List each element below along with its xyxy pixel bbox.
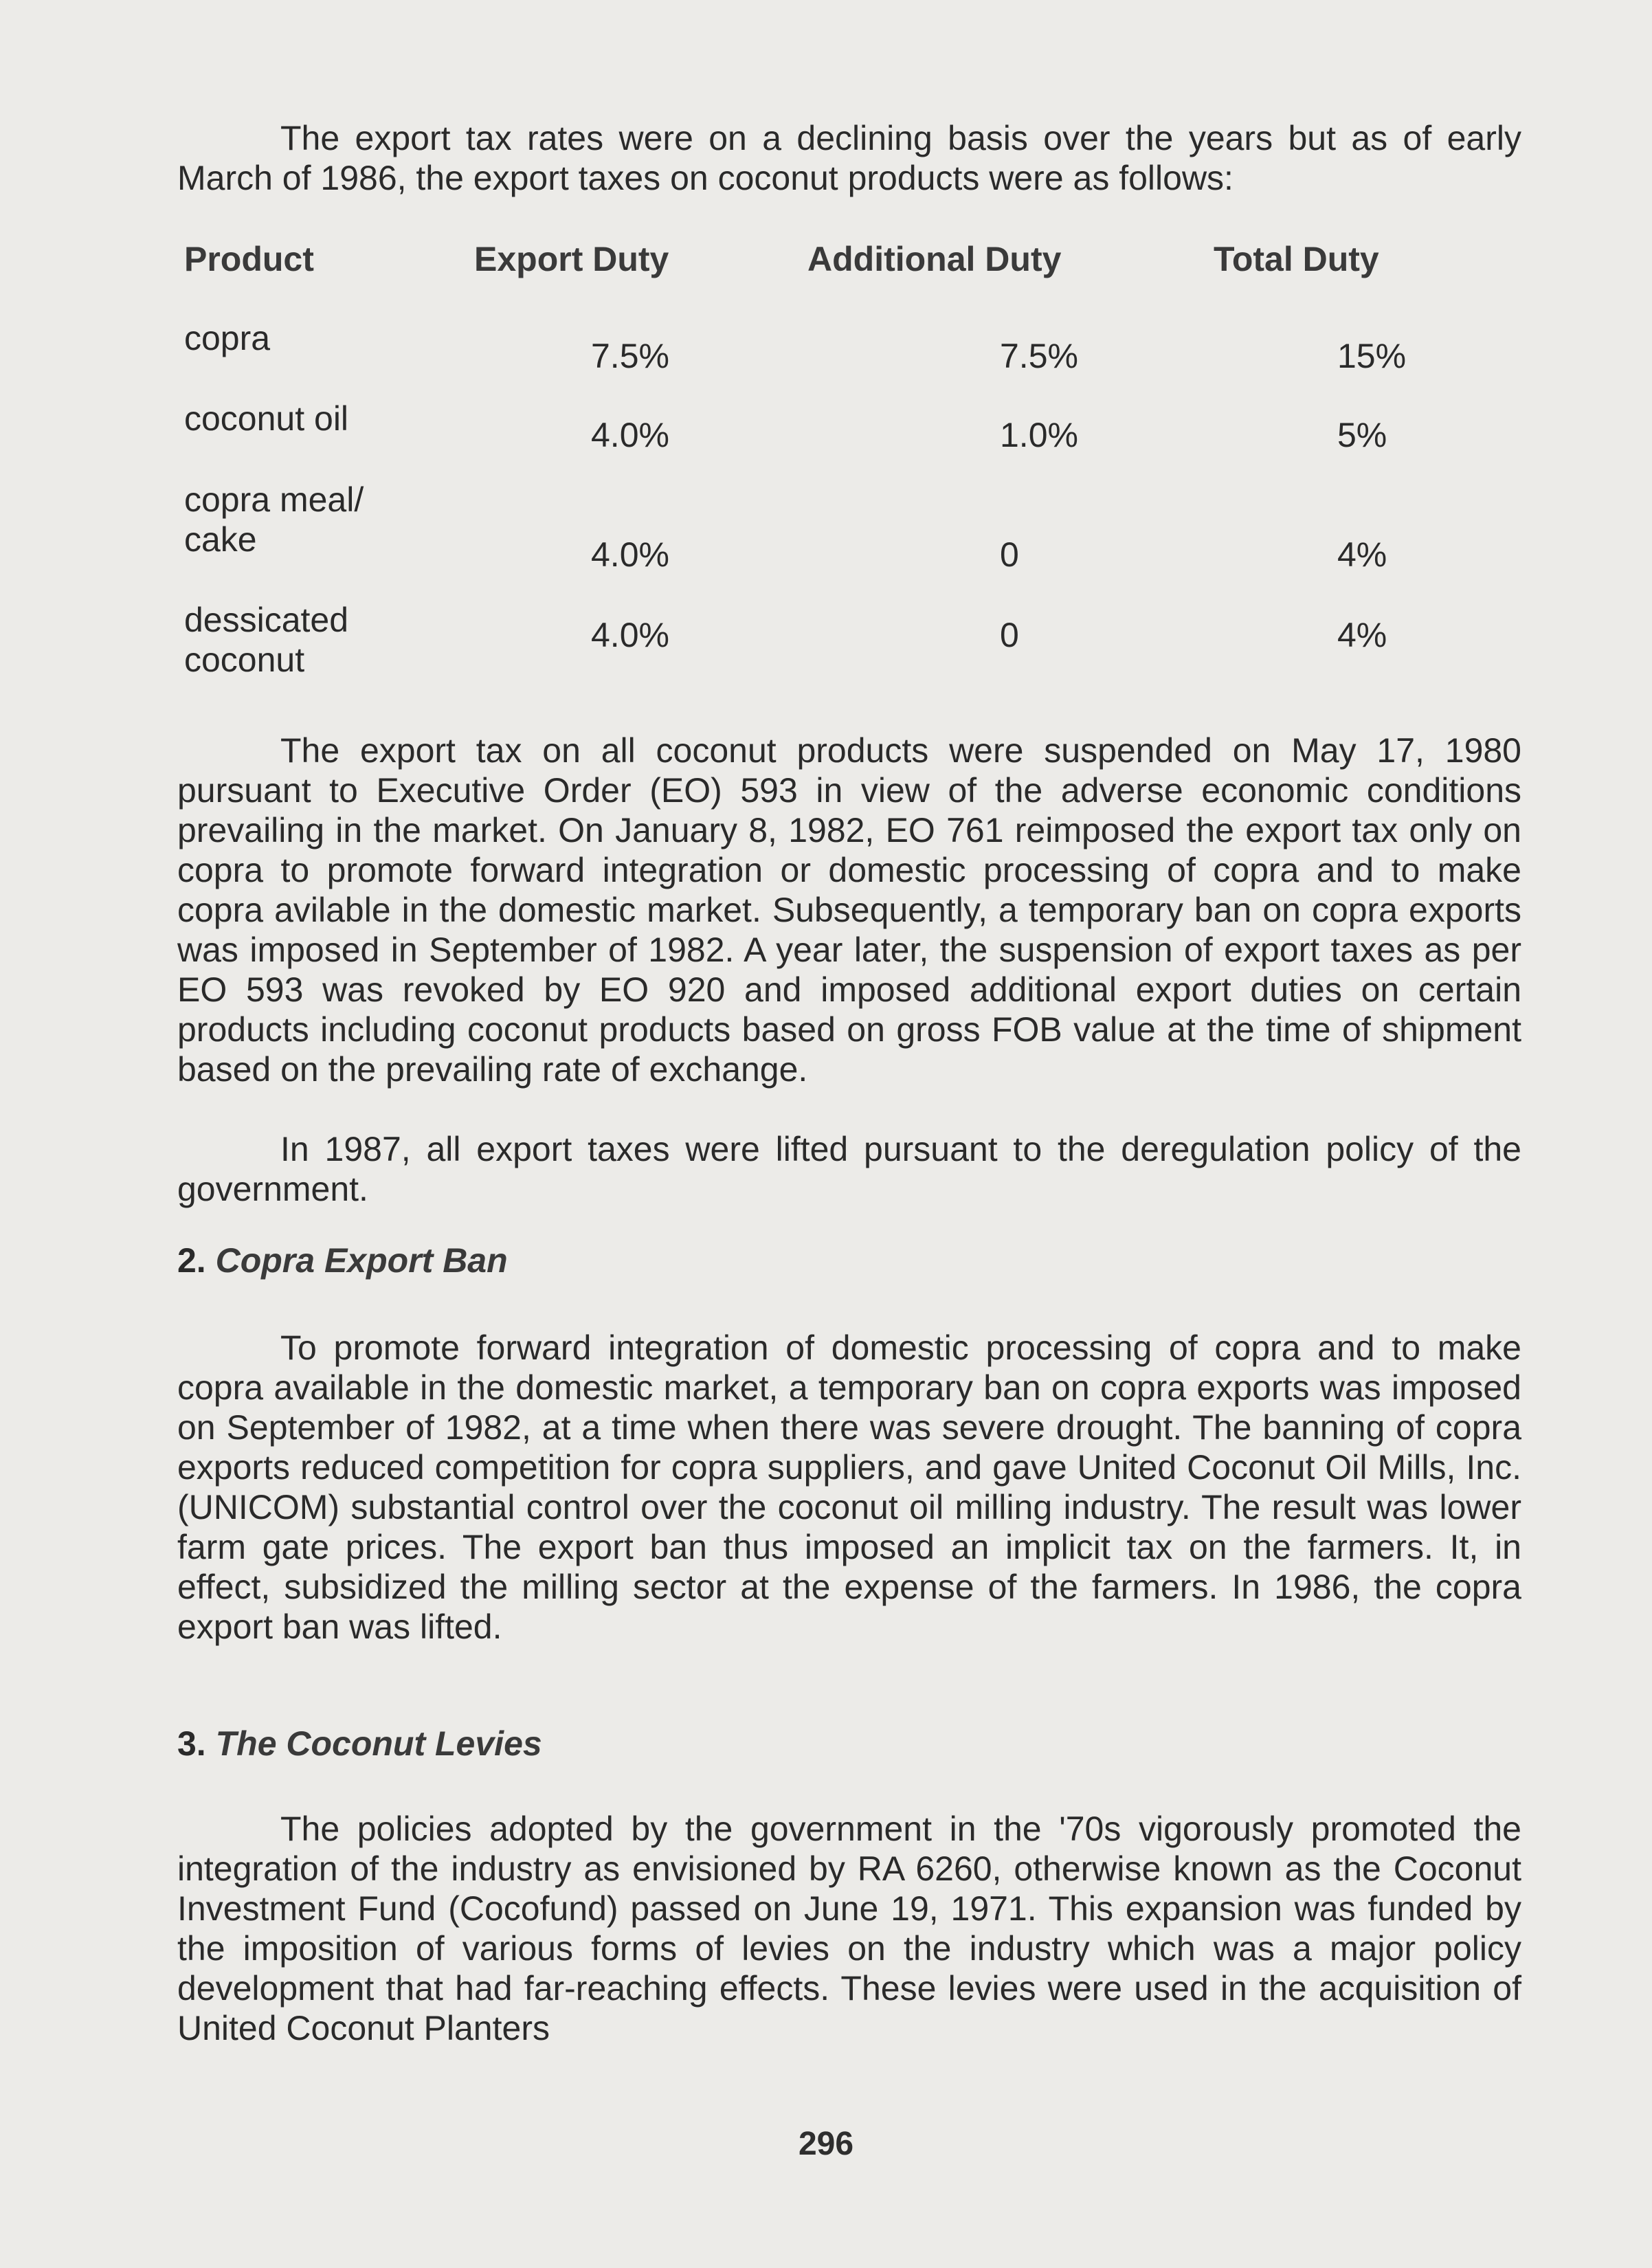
additional-duty-cell: 0 [1000,535,1019,574]
section-2-number: 2. [177,1241,206,1280]
section-2-paragraph: To promote forward integration of domestic processing of copra and to make copra available in the domestic market, a temporary ban on copra exports was imposed on September of 1982, at a time when there was severe drought. The banning of copra exports reduced competition for copra suppliers, and gave United Coconut Oil Mills, Inc. (UNICOM) substantial control over the coconut oil milling industry. The result was lower farm gate prices. The export ban thus imposed an implicit tax on the farmers. It, in effect, subsidized the milling sector at the expense of the farmers. In 1986, the copra export ban was lifted. [177,1328,1521,1646]
additional-duty-cell: 0 [1000,616,1019,654]
export-duty-cell: 4.0% [591,535,669,574]
product-cell: copra meal/ cake [184,480,364,559]
product-cell: dessicated coconut [184,601,349,679]
header-total-duty: Total Duty [1214,240,1379,278]
lifted-paragraph: In 1987, all export taxes were lifted pursuant to the deregulation policy of the government. [177,1130,1521,1208]
additional-duty-cell: 7.5% [1000,337,1078,375]
header-additional-duty: Additional Duty [807,240,1062,278]
header-export-duty: Export Duty [474,240,669,278]
total-duty-cell: 4% [1337,616,1387,654]
suspension-paragraph: The export tax on all coconut products were suspended on May 17, 1980 pursuant to Executive Order (EO) 593 in view of the adverse economic conditions prevailing in the market. On January 8, 1982, EO 761 reimposed the export tax only on copra to promote forward integration or domestic processing of copra and to make copra avilable in the domestic market. Subsequently, a temporary ban on copra exports was imposed in September of 1982. A year later, the suspension of export taxes as per EO 593 was revoked by EO 920 and imposed additional export duties on certain products including coconut products based on gross FOB value at the time of shipment based on the prevailing rate of exchange. [177,731,1521,1089]
section-3-number: 3. [177,1724,206,1763]
page-number: 296 [798,2126,854,2162]
product-cell: coconut oil [184,399,349,438]
export-duty-cell: 7.5% [591,337,669,375]
intro-paragraph: The export tax rates were on a declining basis over the years but as of early March of 1986, the export taxes on coconut products were as follows: [177,119,1521,197]
export-duty-cell: 4.0% [591,616,669,654]
tax-table-header [0,239,1652,287]
export-duty-cell: 4.0% [591,416,669,454]
total-duty-cell: 4% [1337,535,1387,574]
additional-duty-cell: 1.0% [1000,416,1078,454]
total-duty-cell: 15% [1337,337,1407,375]
header-product: Product [184,240,314,278]
section-3-title: The Coconut Levies [215,1724,542,1763]
total-duty-cell: 5% [1337,416,1387,454]
product-cell: copra [184,319,271,357]
section-3-paragraph: The policies adopted by the government in the '70s vigorously promoted the integration of the industry as envisioned by RA 6260, otherwise known as the Coconut Investment Fund (Cocofund) passed on June 19, 1971. This expansion was funded by the imposition of various forms of levies on the industry which was a major policy development that had far-reaching effects. These levies were used in the acquisition of United Coconut Planters [177,1810,1521,2047]
section-2-title: Copra Export Ban [215,1241,508,1280]
section-3-heading [177,1724,542,1764]
section-2-heading [177,1241,508,1280]
